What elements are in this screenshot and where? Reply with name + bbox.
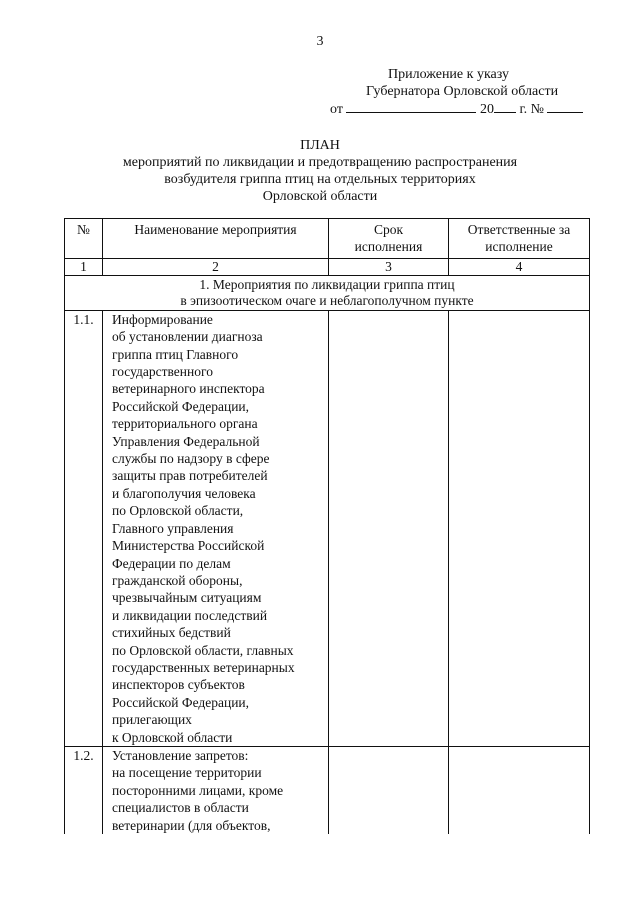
section-heading [65, 275, 590, 310]
header-term: Срок исполнения [329, 219, 449, 259]
appendix-line2: Губернатора Орловской области [366, 84, 559, 99]
header-responsible: Ответственные за исполнение [449, 219, 590, 259]
column-number: 3 [329, 258, 449, 275]
header-name: Наименование мероприятия [103, 219, 329, 259]
appendix-line1: Приложение к указу [388, 67, 509, 82]
appendix-date-line [300, 100, 630, 118]
number-blank [547, 100, 583, 113]
column-number: 2 [103, 258, 329, 275]
title-line3: Орловской области [262, 189, 378, 204]
appendix-year-suffix: г. № [519, 102, 544, 117]
table-row [65, 310, 590, 746]
appendix-from-label: от [330, 102, 343, 117]
date-blank [346, 100, 476, 113]
header-num: № [65, 219, 103, 259]
page-number: 3 [316, 34, 324, 49]
row-responsible [449, 310, 590, 746]
appendix-year-label: 20 [479, 102, 494, 117]
column-number: 4 [449, 258, 590, 275]
section-heading-line2: в эпизоотическом очаге и неблагополучном пункте [180, 292, 474, 308]
section-heading-row [65, 275, 590, 310]
row-number: 1.2. [65, 746, 103, 834]
column-numbers-row [65, 258, 590, 275]
row-activity-name: Информирование об установлении диагноза гриппа птиц Главного государственного ветеринарного инспектора Российской Федерации, территориального органа Управления Федеральной службы по надзору в сфере защиты прав потребителей и благополучия человека по Орловской области, Главного управления Министерства Российской Федерации по делам гражданской обороны, чрезвычайным ситуациям и ликвидации последствий стихийных бедствий по Орловской области, главных государственных ветеринарных инспекторов субъектов Российской Федерации, прилегающих к Орловской области [103, 310, 329, 746]
title-line1: мероприятий по ликвидации и предотвращению распространения [122, 155, 518, 170]
row-number: 1.1. [65, 310, 103, 746]
table-row [65, 746, 590, 834]
plan-table [64, 218, 590, 834]
row-activity-name: Установление запретов: на посещение территории посторонними лицами, кроме специалистов в области ветеринарии (для объектов, [103, 746, 329, 834]
row-term [329, 746, 449, 834]
row-term [329, 310, 449, 746]
section-heading-line1: 1. Мероприятия по ликвидации гриппа птиц [199, 276, 455, 292]
column-number: 1 [65, 258, 103, 275]
title-plan: ПЛАН [300, 138, 340, 153]
title-line2: возбудителя гриппа птиц на отдельных территориях [164, 172, 476, 187]
appendix-block [300, 66, 630, 118]
table-header-row [65, 219, 590, 259]
year-blank [494, 100, 516, 113]
document-title [0, 137, 640, 205]
row-responsible [449, 746, 590, 834]
